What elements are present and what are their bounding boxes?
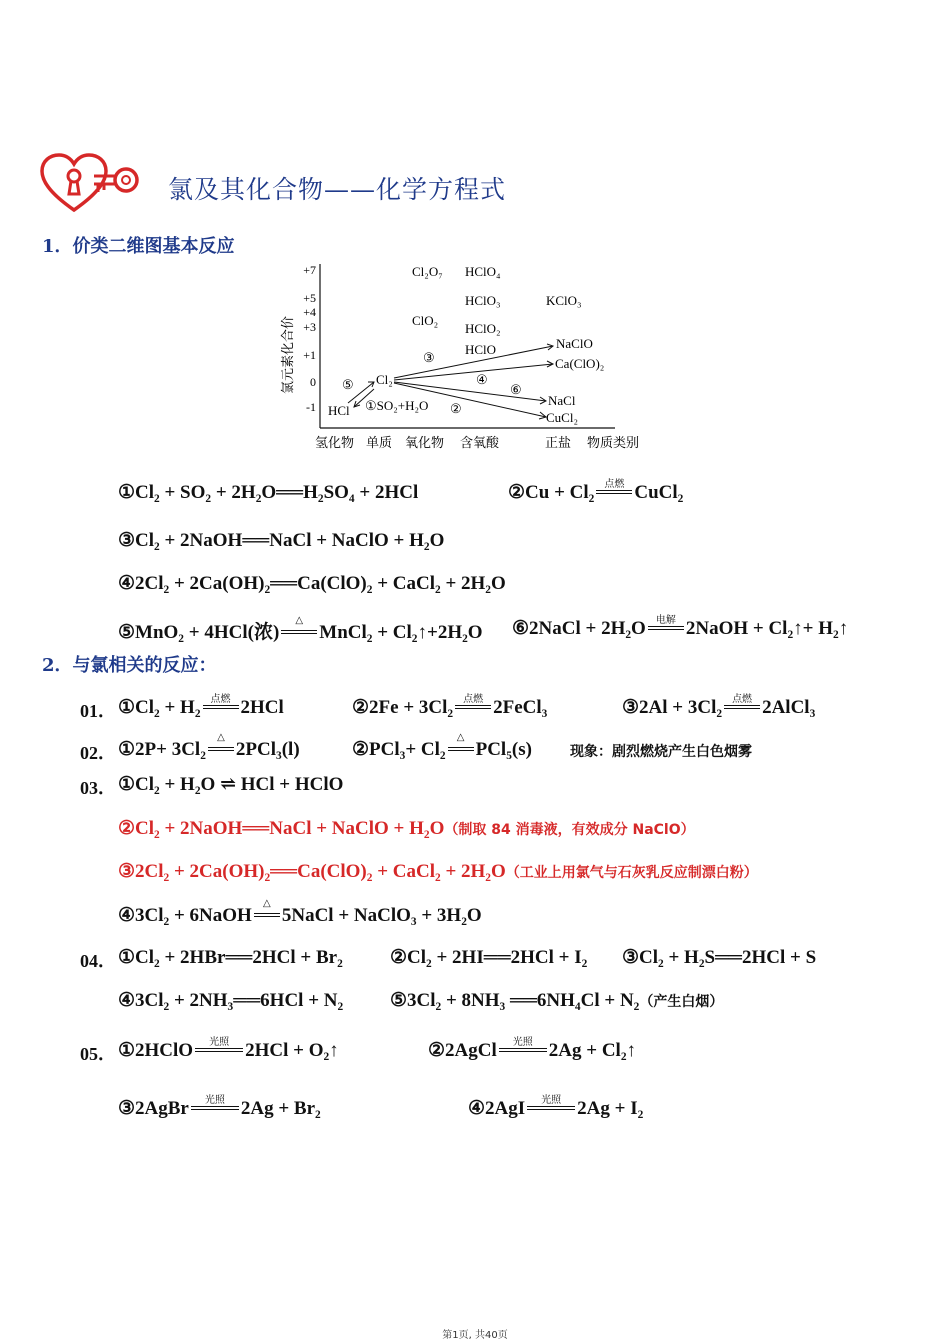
reaction-mark: ② [450, 401, 462, 416]
condition-sign: 光照 [191, 1103, 239, 1117]
condition-sign: △ [448, 744, 474, 758]
equation-nh3: ⑤3Cl₂ + 8NH₃ ══6NH₄Cl + N₂（产生白烟） [390, 990, 724, 1011]
species-label: Cl₂ [376, 372, 393, 387]
reaction-mark: ⑤ [342, 377, 354, 392]
xcat: 氢化物 [315, 435, 355, 450]
ytick: +3 [303, 320, 316, 334]
heart-key-icon [38, 152, 140, 218]
species-label: NaCl [548, 393, 576, 408]
equation: ①Cl₂ + 2HBr══2HCl + Br₂ [118, 947, 343, 968]
equation: ②Cl₂ + 2HI══2HCl + I₂ [390, 947, 588, 968]
equation-cu-cl2: ②Cu + Cl₂ 点燃 CuCl₂ [508, 478, 684, 503]
condition-sign: 点燃 [596, 487, 632, 501]
species-label: HClO₄ [465, 264, 501, 279]
condition-sign: 点燃 [203, 702, 239, 716]
equation: ②2Fe + 3Cl₂ 点燃 2FeCl₃ [352, 693, 548, 718]
species-label: CuCl₂ [546, 410, 578, 425]
species-label: ClO₂ [412, 313, 439, 328]
reaction-mark: ⑥ [510, 382, 522, 397]
xcat: 单质 [366, 435, 393, 450]
species-label: NaClO [556, 336, 593, 351]
xcat: 氧化物 [405, 435, 445, 450]
row-number: 04． [80, 951, 116, 971]
ytick: -1 [306, 400, 316, 414]
equation: ③2Al + 3Cl₂ 点燃 2AlCl₃ [622, 693, 816, 718]
species-label: HClO₂ [465, 321, 501, 336]
equation: ④2AgI 光照 2Ag + I₂ [468, 1094, 644, 1119]
phenomenon-note: 现象：剧烈燃烧产生白色烟雾 [570, 744, 752, 760]
equation: ③2AgBr 光照 2Ag + Br₂ [118, 1094, 321, 1119]
row-number: 05． [80, 1044, 116, 1064]
equation-mno2: ⑤MnO₂ + 4HCl(浓) △ MnCl₂ + Cl₂↑+2H₂O [118, 614, 483, 643]
valence-category-diagram [270, 260, 660, 460]
species-label: KClO₃ [546, 293, 582, 308]
ytick: +1 [303, 348, 316, 362]
reaction-mark: ③ [423, 350, 435, 365]
condition-sign: 点燃 [455, 702, 491, 716]
equation: ①2HClO 光照 2HCl + O₂↑ [118, 1036, 339, 1061]
species-label: Cl₂O₇ [412, 264, 443, 279]
equation: ④3Cl₂ + 2NH₃══6HCl + N₂ [118, 990, 344, 1011]
xcat: 正盐 [545, 435, 572, 450]
section-1-heading: 1．价类二维图基本反应 [42, 236, 235, 257]
equation: ③Cl₂ + H₂S══2HCl + S [622, 947, 817, 968]
row-number: 03． [80, 778, 116, 798]
reaction-mark: ④ [476, 372, 488, 387]
equation-84-disinfectant: ②Cl₂ + 2NaOH══NaCl + NaClO + H₂O（制取 84 消毒液，有效成分 NaClO） [118, 818, 695, 839]
ytick: +4 [303, 305, 316, 319]
equation-electrolysis: ⑥2NaCl + 2H₂O 电解 2NaOH + Cl₂↑+ H₂↑ [512, 614, 849, 639]
row-number: 01． [80, 701, 116, 721]
equation: ④3Cl₂ + 6NaOH △ 5NaCl + NaClO₃ + 3H₂O [118, 897, 482, 926]
species-label: HCl [328, 403, 350, 418]
ytick: +5 [303, 291, 316, 305]
species-label: Ca(ClO)₂ [555, 356, 605, 371]
row-number: 02． [80, 743, 116, 763]
equation: ④2Cl₂ + 2Ca(OH)₂══Ca(ClO)₂ + CaCl₂ + 2H₂O [118, 573, 506, 594]
equation-bleaching-powder: ③2Cl₂ + 2Ca(OH)₂══Ca(ClO)₂ + CaCl₂ + 2H₂O（工业上用氯气与石灰乳反应制漂白粉） [118, 861, 758, 882]
species-label: ①SO₂+H₂O [365, 398, 429, 413]
equation: ③Cl₂ + 2NaOH══NaCl + NaClO + H₂O [118, 530, 445, 551]
xcat: 物质类别 [587, 435, 640, 450]
equation: ②PCl₃+ Cl₂ △ PCl₅(s) [352, 731, 532, 760]
condition-sign: △ [254, 910, 280, 924]
page-title: 氯及其化合物——化学方程式 [168, 175, 507, 204]
condition-sign: 光照 [527, 1103, 575, 1117]
equation: ①Cl₂ + H₂ 点燃 2HCl [118, 693, 284, 718]
condition-sign: △ [281, 627, 317, 641]
species-label: HClO [465, 342, 497, 357]
condition-sign: 光照 [195, 1045, 243, 1059]
equation: ②2AgCl 光照 2Ag + Cl₂↑ [428, 1036, 637, 1061]
equation: ①Cl₂ + SO₂ + 2H₂O══H₂SO₄ + 2HCl [118, 482, 419, 503]
condition-sign: 光照 [499, 1045, 547, 1059]
ytick: 0 [310, 375, 316, 389]
y-axis-label: 氯元素化合价 [280, 315, 295, 395]
condition-sign: 电解 [648, 623, 684, 637]
xcat: 含氧酸 [460, 435, 500, 450]
condition-sign: 点燃 [724, 702, 760, 716]
condition-sign: △ [208, 744, 234, 758]
equation: ①Cl₂ + H₂O ⇌ HCl + HClO [118, 774, 344, 795]
species-label: HClO₃ [465, 293, 501, 308]
equilibrium-arrow: ⇌ [220, 774, 236, 795]
page-footer: 第1页, 共40页 [442, 1330, 508, 1341]
section-2-heading: 2．与氯相关的反应： [42, 655, 217, 676]
ytick: +7 [303, 263, 316, 277]
equation: ①2P+ 3Cl₂ △ 2PCl₃(l) [118, 731, 300, 760]
